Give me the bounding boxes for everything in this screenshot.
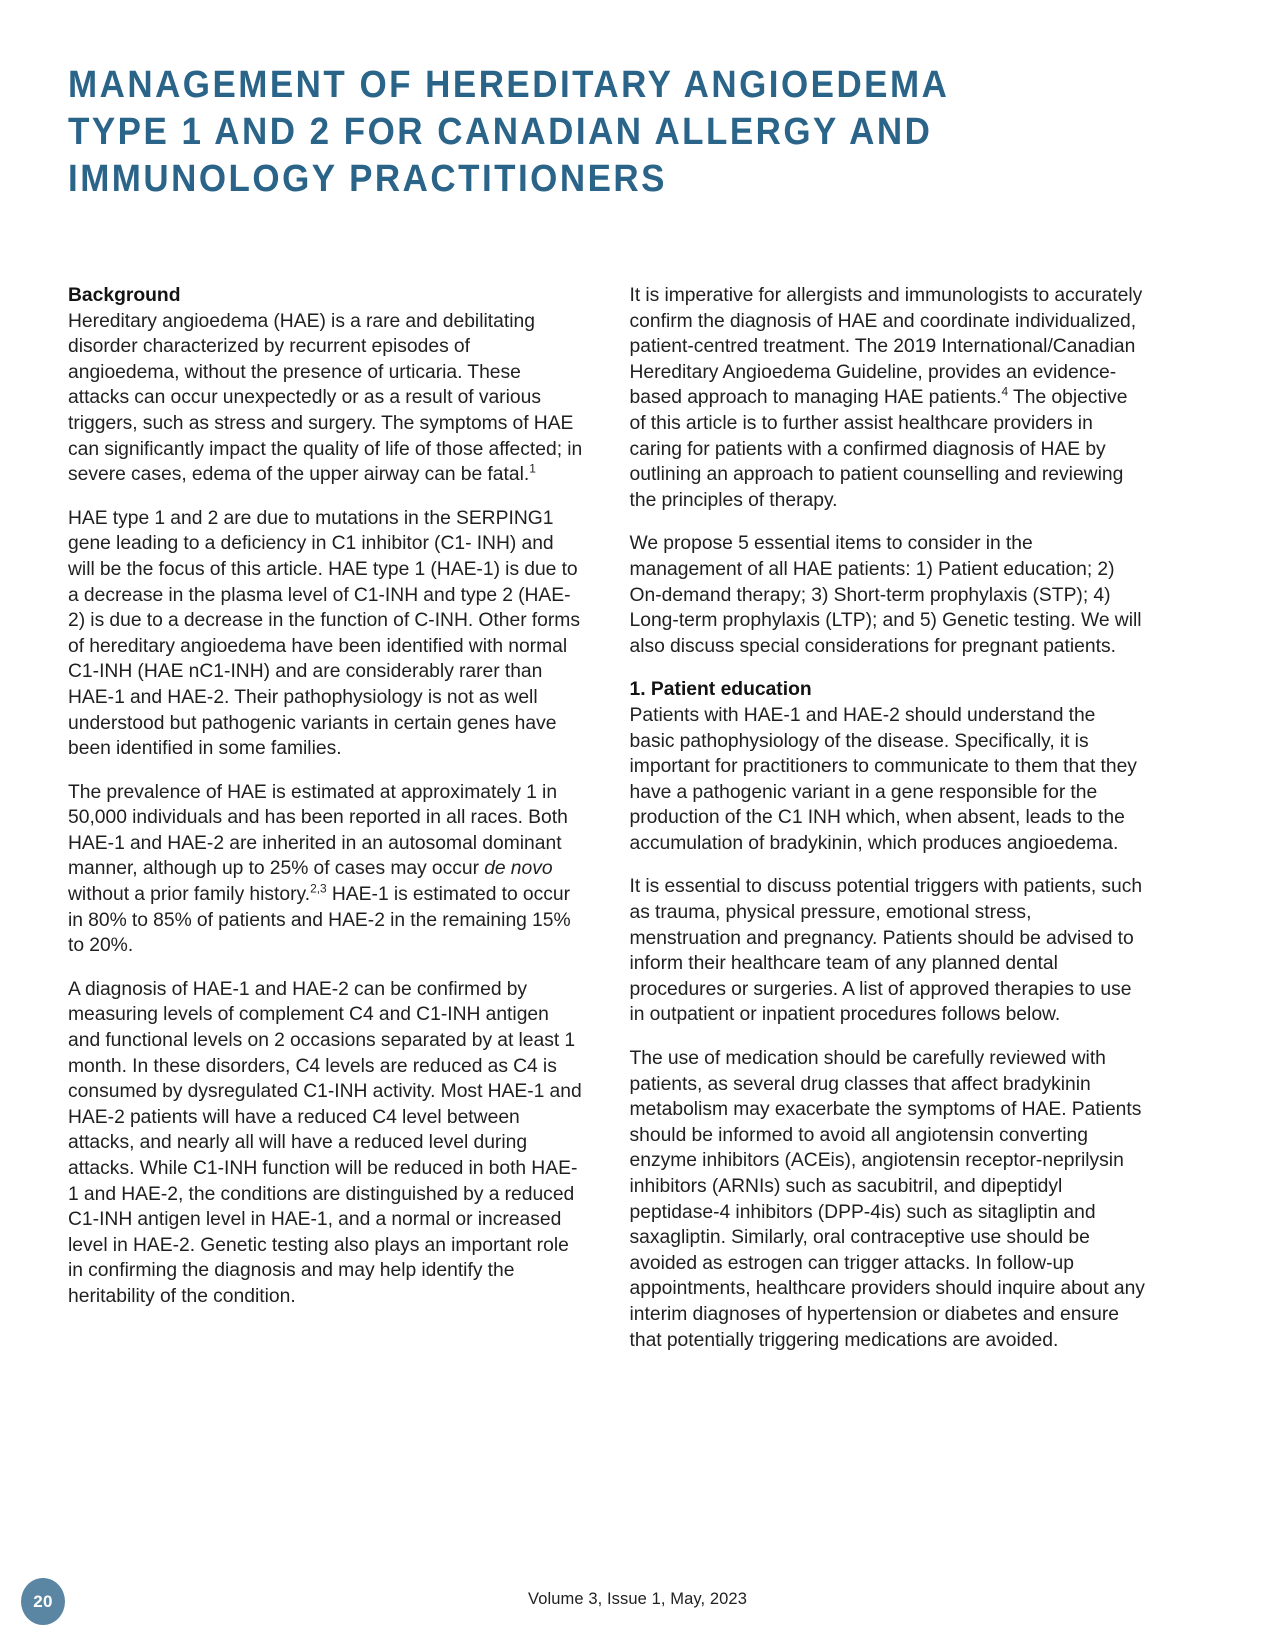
citation-ref-1: 1	[529, 461, 536, 476]
page-number-badge: 20	[21, 1578, 65, 1625]
paragraph-prevalence	[68, 780, 584, 959]
heading-patient-education: 1. Patient education	[629, 679, 812, 701]
paragraph-text: Hereditary angioedema (HAE) is a rare and debilitating disorder characterized by recurrent episodes of angioedema, without the presence of urticaria. These attacks can occur unexpectedly or as a result of various triggers, such as stress and surgery. The symptoms of HAE can significantly impact the quality of life of those affected; in severe cases, edema of the upper airway can be fatal.	[68, 310, 583, 486]
paragraph-text-tail: HAE-1 is estimated to occur in 80% to 85% of patients and HAE-2 in the remaining 15% to 20%.	[68, 884, 571, 957]
paragraph-text-pre-italic: The prevalence of HAE is estimated at approximately 1 in 50,000 individuals and has been reported in all races. Both HAE-1 and HAE-2 are inherited in an autosomal dominant manner, although up to 25% of cases may occur	[68, 781, 568, 880]
paragraph-text-pre: It is imperative for allergists and immunologists to accurately confirm the diagnosis of HAE and coordinate individualized, patient-centred treatment. The 2019 International/Canadian Hereditary Angioedema Guideline, provides an evidence-based approach to managing HAE patients.	[629, 285, 1143, 409]
paragraph-background-intro	[68, 309, 584, 488]
title-block	[68, 62, 1078, 203]
article-body	[68, 283, 1145, 1371]
paragraph-text-post: The objective of this article is to further assist healthcare providers in caring for patients with a confirmed diagnosis of HAE by outlining an approach to patient counselling and reviewing the principles of therapy.	[629, 387, 1128, 511]
page-footer	[0, 1578, 1275, 1638]
italic-de-novo: de novo	[484, 858, 553, 880]
paragraph-five-items: We propose 5 essential items to consider in the management of all HAE patients: 1) Patient education; 2) On-demand therapy; 3) Short-term prophylaxis (STP); 4) Long-term prophylaxis (LTP); and 5) Genetic testing. We will also discuss special considerations for pregnant patients.	[629, 533, 1142, 657]
left-column	[68, 283, 584, 1371]
citation-ref-4: 4	[1001, 384, 1009, 399]
citation-ref-2-3: 2,3	[310, 881, 327, 896]
paragraph-medications: The use of medication should be carefully reviewed with patients, as several drug classes that affect bradykinin metabolism may exacerbate the symptoms of HAE. Patients should be informed to avoid all angiotensin converting enzyme inhibitors (ACEis), angiotensin receptor-neprilysin inhibitors (ARNIs) such as sacubitril, and dipeptidyl peptidase-4 inhibitors (DPP-4is) such as sitagliptin and saxagliptin. Similarly, oral contraceptive use should be avoided as estrogen can trigger attacks. In follow-up appointments, healthcare providers should inquire about any interim diagnoses of hypertension or diabetes and ensure that potentially triggering medications are avoided.	[629, 1048, 1145, 1351]
paragraph-imperative	[630, 283, 1146, 513]
right-column	[630, 283, 1146, 1371]
paragraph-pathophysiology: Patients with HAE-1 and HAE-2 should understand the basic pathophysiology of the disease. Specifically, it is important for practitioners to communicate to them that they have a pathogenic variant in a gene responsible for the production of the C1 INH which, when absent, leads to the accumulation of bradykinin, which produces angioedema.	[629, 704, 1137, 854]
paragraph-hae-genetics: HAE type 1 and 2 are due to mutations in the SERPING1 gene leading to a deficiency in C1 inhibitor (C1- INH) and will be the focus of this article. HAE type 1 (HAE-1) is due to a decrease in the plasma level of C1-INH and type 2 (HAE-2) is due to a decrease in the function of C-INH. Other forms of hereditary angioedema have been identified with normal C1-INH (HAE nC1-INH) and are considerably rarer than HAE-1 and HAE-2. Their pathophysiology is not as well understood but pathogenic variants in certain genes have been identified in some families.	[68, 507, 580, 760]
paragraph-diagnosis: A diagnosis of HAE-1 and HAE-2 can be confirmed by measuring levels of complement C4 and C1-INH antigen and functional levels on 2 occasions separated by at least 1 month. In these disorders, C4 levels are reduced as C4 is consumed by dysregulated C1-INH activity. Most HAE-1 and HAE-2 patients will have a reduced C4 level between attacks, and nearly all will have a reduced level during attacks. While C1-INH function will be reduced in both HAE-1 and HAE-2, the conditions are distinguished by a reduced C1-INH antigen level in HAE-1, and a normal or increased level in HAE-2. Genetic testing also plays an important role in confirming the diagnosis and may help identify the heritability of the condition.	[68, 978, 582, 1307]
paragraph-triggers: It is essential to discuss potential triggers with patients, such as trauma, physical pressure, emotional stress, menstruation and pregnancy. Patients should be advised to inform their healthcare team of any planned dental procedures or surgeries. A list of approved therapies to use in outpatient or inpatient procedures follows below.	[629, 876, 1143, 1026]
issue-info: Volume 3, Issue 1, May, 2023	[528, 1590, 747, 1608]
page-title: MANAGEMENT OF HEREDITARY ANGIOEDEMA TYPE 1 AND 2 FOR CANADIAN ALLERGY AND IMMUNOLOGY PRACTITIONERS	[68, 64, 949, 200]
paragraph-text-post-italic: without a prior family history.	[68, 884, 311, 906]
heading-background: Background	[68, 285, 181, 306]
